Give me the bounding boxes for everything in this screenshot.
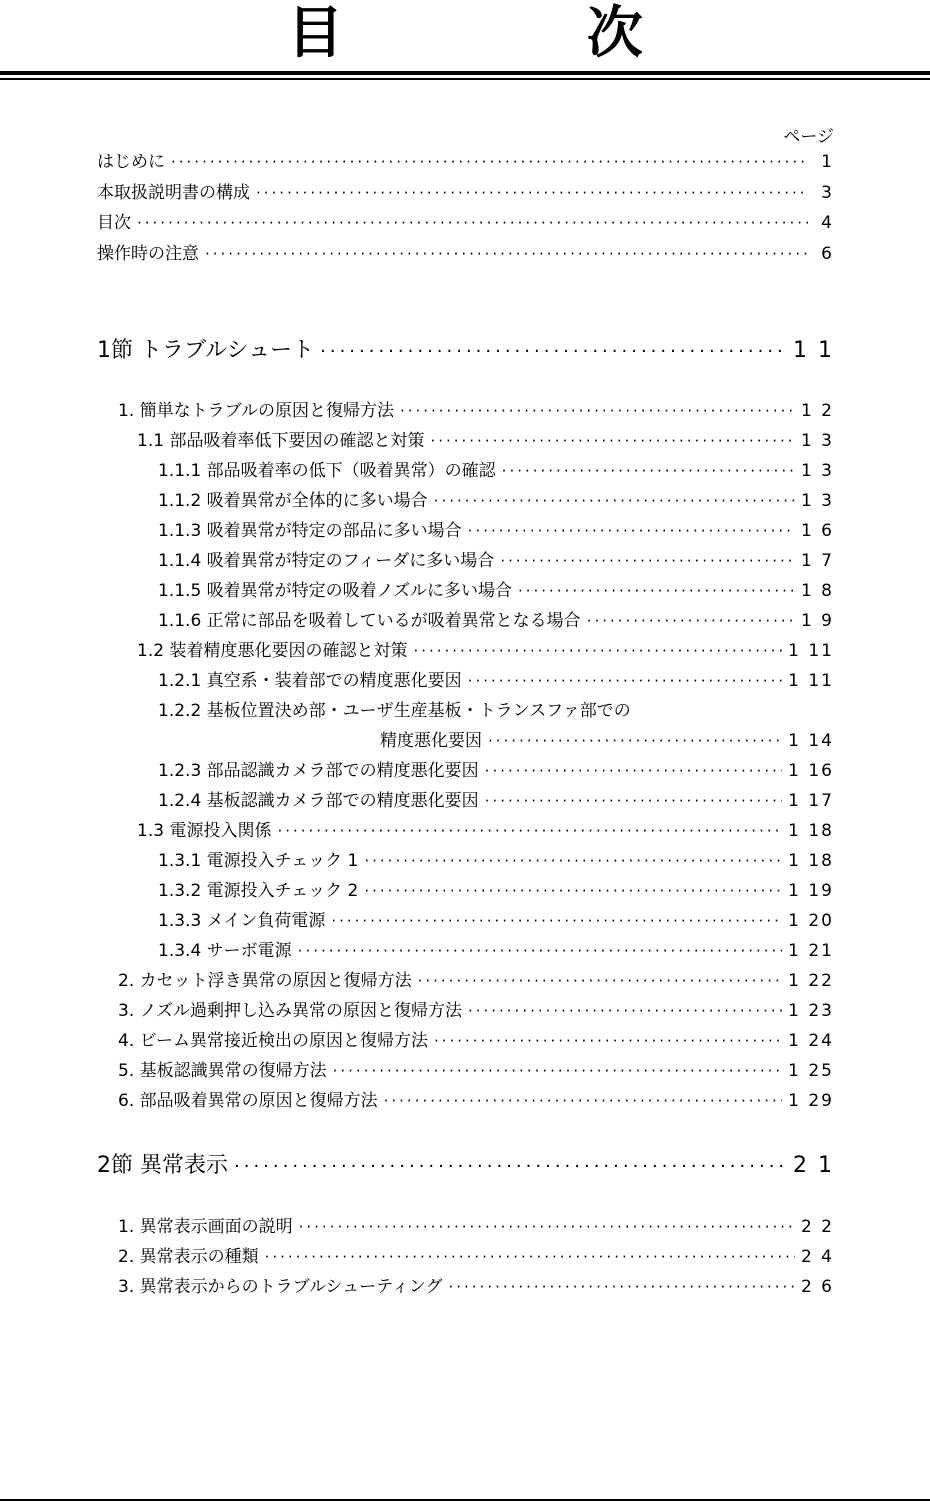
- toc-entry-page: 1 19: [788, 881, 834, 901]
- toc-entry[interactable]: [137, 429, 834, 453]
- toc-entry-label: 4. ビーム異常接近検出の原因と復帰方法: [118, 1031, 428, 1051]
- toc-entry-label: 1.1.2 吸着異常が全体的に多い場合: [158, 491, 428, 511]
- toc-entry[interactable]: [118, 1059, 834, 1083]
- toc-entry-page: 1 9: [800, 611, 834, 631]
- toc-entry-page: 1 1: [793, 338, 834, 363]
- toc-entry[interactable]: [118, 1029, 834, 1053]
- toc-entry-page: 1 11: [788, 671, 834, 691]
- toc-entry-multiline-start[interactable]: [158, 699, 834, 723]
- toc-entry-page: 6: [821, 244, 834, 264]
- toc-entry[interactable]: [118, 999, 834, 1023]
- toc-entry-label: 3. ノズル過剰押し込み異常の原因と復帰方法: [118, 1001, 462, 1021]
- toc-entry[interactable]: [158, 489, 834, 513]
- leader-dots: [500, 549, 795, 573]
- toc-entry-page: 1: [821, 152, 834, 172]
- leader-dots: [298, 939, 782, 963]
- toc-entry-label: 1.1.6 正常に部品を吸着しているが吸着異常となる場合: [158, 611, 581, 631]
- leader-dots: [587, 609, 795, 633]
- toc-entry-page: 1 29: [788, 1091, 834, 1111]
- title-rule-thick: [0, 71, 930, 75]
- toc-entry[interactable]: [158, 939, 834, 963]
- leader-dots: [434, 1029, 782, 1053]
- toc-entry-page: 1 17: [788, 791, 834, 811]
- toc-entry-label: 本取扱説明書の構成: [97, 183, 250, 203]
- leader-dots: [430, 429, 795, 453]
- toc-entry[interactable]: [158, 879, 834, 903]
- page-title: 目 次: [287, 1, 755, 66]
- toc-entry-label: 2. 異常表示の種類: [118, 1247, 259, 1267]
- toc-entry[interactable]: [158, 549, 834, 573]
- toc-entry-page: 1 3: [800, 461, 834, 481]
- leader-dots: [277, 819, 782, 843]
- toc-entry-page: 1 23: [788, 1001, 834, 1021]
- leader-dots: [468, 999, 782, 1023]
- footer-rule: [0, 1499, 930, 1501]
- toc-entry[interactable]: [158, 579, 834, 603]
- toc-entry[interactable]: [118, 1215, 834, 1239]
- toc-entry-label: 1.3.2 電源投入チェック 2: [158, 881, 359, 901]
- toc-entry[interactable]: [118, 399, 834, 423]
- leader-dots: [137, 211, 808, 235]
- leader-dots: [434, 489, 795, 513]
- leader-dots: [299, 1215, 795, 1239]
- toc-entry[interactable]: [158, 609, 834, 633]
- toc-entry-label: 1.3.1 電源投入チェック 1: [158, 851, 359, 871]
- toc-entry-label: 操作時の注意: [97, 244, 199, 264]
- toc-entry-page: 1 3: [800, 491, 834, 511]
- leader-dots: [384, 1089, 783, 1113]
- leader-dots: [256, 181, 808, 205]
- toc-entry-label: 1.1.5 吸着異常が特定の吸着ノズルに多い場合: [158, 581, 512, 601]
- toc-entry[interactable]: [118, 1275, 834, 1299]
- leader-dots: [364, 879, 782, 903]
- leader-dots: [518, 579, 795, 603]
- toc-entry-page: 2 2: [800, 1217, 834, 1237]
- toc-entry-label: 3. 異常表示からのトラブルシューティング: [118, 1277, 443, 1297]
- toc-entry-label: 1.3.4 サーボ電源: [158, 941, 292, 961]
- toc-entry-label: 1.2.2 基板位置決め部・ユーザ生産基板・トランスファ部での: [158, 701, 631, 721]
- toc-entry[interactable]: [97, 211, 834, 235]
- toc-entry-page: 2 4: [800, 1247, 834, 1267]
- toc-entry-page: 3: [821, 183, 834, 203]
- toc-entry-label: 1.2.1 真空系・装着部での精度悪化要因: [158, 671, 462, 691]
- toc-entry-label: 目次: [97, 213, 131, 233]
- toc-entry-label: 1. 簡単なトラブルの原因と復帰方法: [118, 401, 394, 421]
- toc-entry-page: 1 11: [788, 641, 834, 661]
- toc-section-heading[interactable]: [97, 1151, 834, 1181]
- leader-dots: [320, 337, 787, 367]
- leader-dots: [488, 729, 782, 753]
- toc-entry[interactable]: [137, 819, 834, 843]
- toc-entry[interactable]: [97, 181, 834, 205]
- toc-entry-label: 1.1.4 吸着異常が特定のフィーダに多い場合: [158, 551, 495, 571]
- toc-entry-label: 精度悪化要因: [380, 731, 482, 751]
- toc-entry-page: 1 22: [788, 971, 834, 991]
- toc-entry-label: はじめに: [97, 152, 165, 172]
- toc-entry[interactable]: [97, 150, 834, 174]
- toc-entry-label: 6. 部品吸着異常の原因と復帰方法: [118, 1091, 378, 1111]
- leader-dots: [400, 399, 795, 423]
- page-column-label: ページ: [783, 127, 834, 147]
- leader-dots: [331, 909, 782, 933]
- leader-dots: [364, 849, 782, 873]
- toc-entry-label: 1.3.3 メイン負荷電源: [158, 911, 326, 931]
- leader-dots: [205, 242, 808, 266]
- toc-entry-page: 1 14: [788, 731, 834, 751]
- toc-entry-page: 1 24: [788, 1031, 834, 1051]
- toc-entry-page: 1 16: [788, 761, 834, 781]
- leader-dots: [171, 150, 808, 174]
- toc-entry[interactable]: [158, 459, 834, 483]
- toc-entry-label: 1.3 電源投入関係: [137, 821, 272, 841]
- toc-entry-label: 2節 異常表示: [97, 1153, 228, 1178]
- leader-dots: [333, 1059, 783, 1083]
- toc-entry-label: 1.2.3 部品認識カメラ部での精度悪化要因: [158, 761, 479, 781]
- leader-dots: [234, 1152, 787, 1182]
- toc-entry-page: 1 21: [788, 941, 834, 961]
- toc-entry[interactable]: [158, 789, 834, 813]
- toc-entry[interactable]: [158, 849, 834, 873]
- toc-entry[interactable]: [158, 909, 834, 933]
- toc-entry[interactable]: [97, 242, 834, 266]
- toc-entry-label: 1.1 部品吸着率低下要因の確認と対策: [137, 431, 425, 451]
- toc-entry-page: 4: [821, 213, 834, 233]
- toc-entry[interactable]: [158, 519, 834, 543]
- toc-entry-page: 1 6: [800, 521, 834, 541]
- toc-entry-page: 1 3: [800, 431, 834, 451]
- toc-entry-page: 1 2: [800, 401, 834, 421]
- leader-dots: [485, 789, 782, 813]
- toc-entry-page: 1 7: [800, 551, 834, 571]
- toc-entry-label: 2. カセット浮き異常の原因と復帰方法: [118, 971, 412, 991]
- toc-entry[interactable]: [118, 1089, 834, 1113]
- toc-entry-continuation[interactable]: [380, 729, 834, 753]
- leader-dots: [448, 1275, 794, 1299]
- toc-entry-page: 1 20: [788, 911, 834, 931]
- toc-entry-label: 1. 異常表示画面の説明: [118, 1217, 293, 1237]
- toc-entry-page: 1 25: [788, 1061, 834, 1081]
- leader-dots: [468, 669, 782, 693]
- toc-entry[interactable]: [137, 639, 834, 663]
- toc-entry-page: 1 18: [788, 821, 834, 841]
- leader-dots: [265, 1245, 795, 1269]
- toc-entry-label: 5. 基板認識異常の復帰方法: [118, 1061, 327, 1081]
- toc-entry-label: 1節 トラブルシュート: [97, 338, 315, 363]
- toc-entry-page: 2 6: [800, 1277, 834, 1297]
- toc-entry-label: 1.2 装着精度悪化要因の確認と対策: [137, 641, 408, 661]
- toc-entry[interactable]: [118, 1245, 834, 1269]
- leader-dots: [485, 759, 782, 783]
- leader-dots: [502, 459, 795, 483]
- leader-dots: [413, 639, 782, 663]
- toc-entry-label: 1.1.3 吸着異常が特定の部品に多い場合: [158, 521, 462, 541]
- leader-dots: [468, 519, 795, 543]
- toc-entry-page: 2 1: [793, 1153, 834, 1178]
- toc-section-heading[interactable]: [97, 336, 834, 366]
- toc-entry[interactable]: [118, 969, 834, 993]
- leader-dots: [418, 969, 783, 993]
- toc-entry-page: 1 8: [800, 581, 834, 601]
- toc-entry-page: 1 18: [788, 851, 834, 871]
- toc-entry-label: 1.1.1 部品吸着率の低下（吸着異常）の確認: [158, 461, 496, 481]
- toc-entry-label: 1.2.4 基板認識カメラ部での精度悪化要因: [158, 791, 479, 811]
- toc-entry[interactable]: [158, 669, 834, 693]
- toc-entry[interactable]: [158, 759, 834, 783]
- title-rule-thin: [0, 78, 930, 80]
